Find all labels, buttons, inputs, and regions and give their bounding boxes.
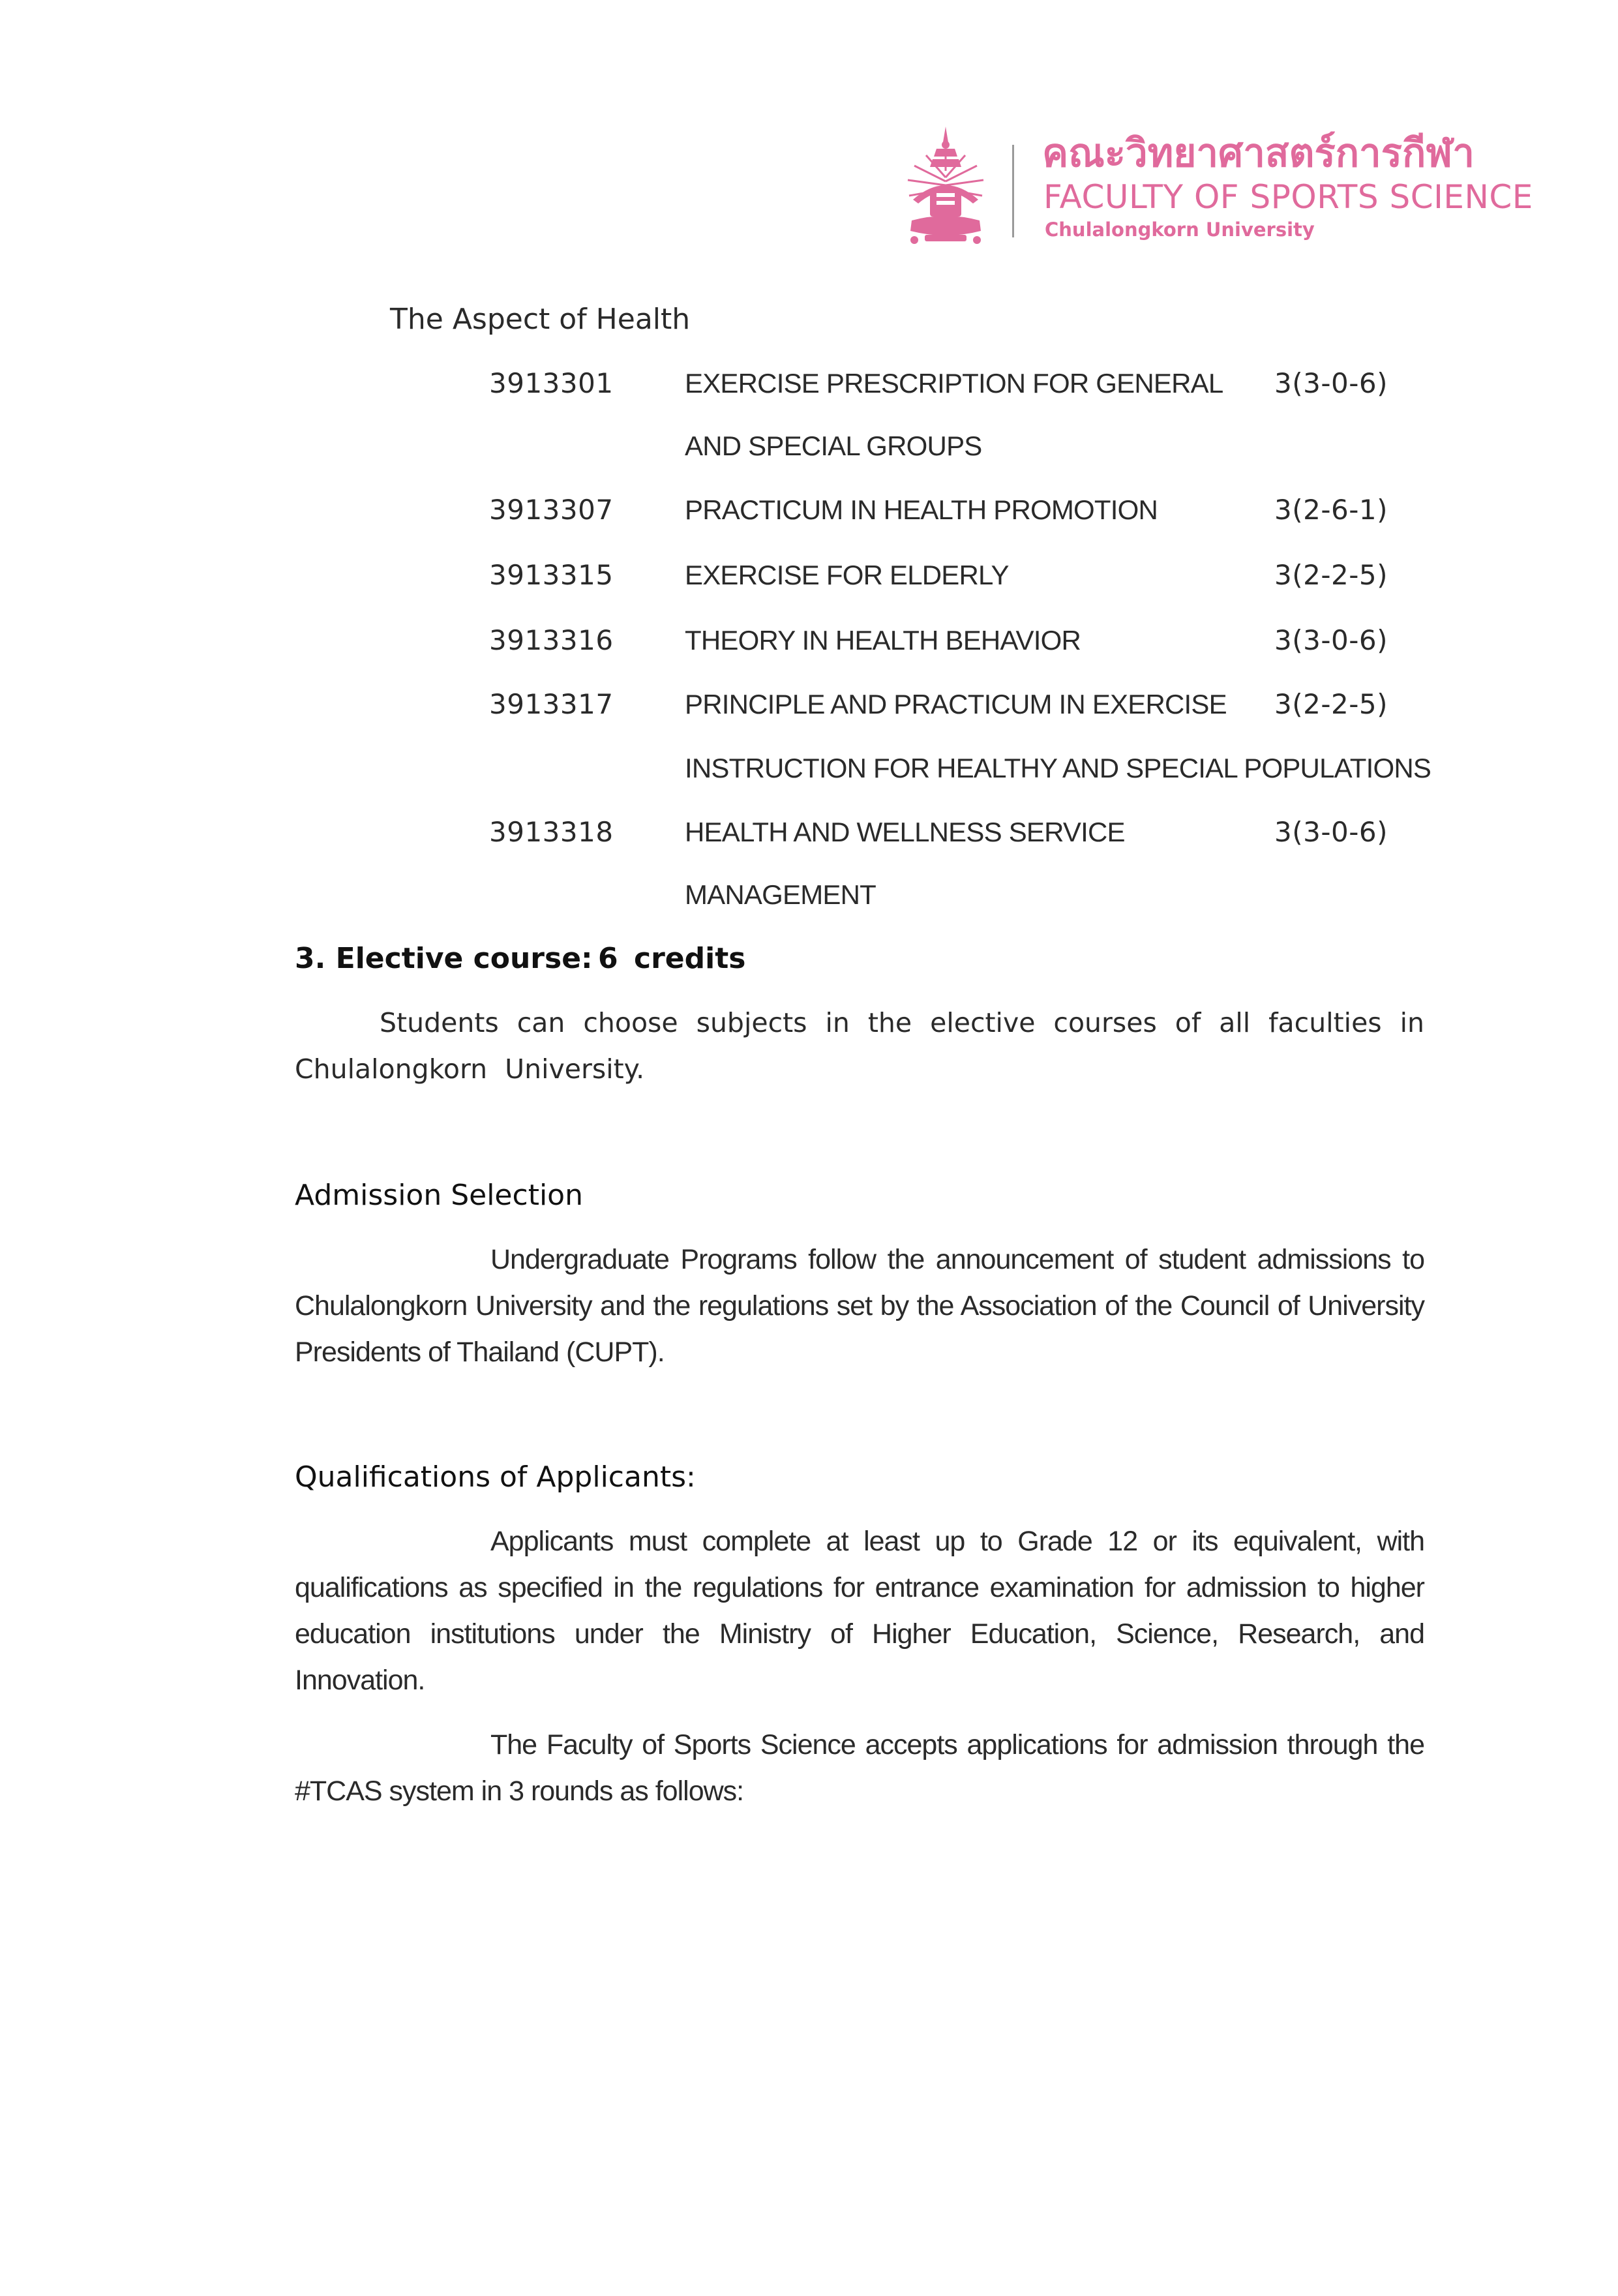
course-name: THEORY IN HEALTH BEHAVIOR xyxy=(685,625,1081,656)
university-name: Chulalongkorn University xyxy=(1045,219,1315,241)
course-credit: 3(3-0-6) xyxy=(1274,367,1388,399)
course-credit: 3(2-2-5) xyxy=(1274,559,1388,591)
course-name-continued: AND SPECIAL GROUPS xyxy=(685,430,982,461)
admission-heading: Admission Selection xyxy=(295,1179,583,1212)
qualifications-paragraph-1: Applicants must complete at least up to Grade 12 or its equivalent, with qualifications as specified in the regulations for entrance examination for admission to higher education institutions under the Ministry of Higher Education, Science, Research, and Innovation. xyxy=(295,1526,1424,1696)
elective-course-label: 3. Elective course: xyxy=(295,942,593,975)
course-name: EXERCISE PRESCRIPTION FOR GENERAL xyxy=(685,368,1223,399)
course-name: HEALTH AND WELLNESS SERVICE xyxy=(685,817,1125,847)
course-code: 3913307 xyxy=(489,494,614,526)
faculty-name-thai: คณะวิทยาศาสตร์การกีฬา xyxy=(1042,130,1475,176)
course-credit: 3(2-6-1) xyxy=(1274,494,1388,526)
elective-paragraph: Students can choose subjects in the elective courses of all faculties in Chulalongkorn University. xyxy=(295,1007,1424,1085)
elective-credits-word: credits xyxy=(634,942,746,975)
course-code: 3913318 xyxy=(489,816,614,848)
qualifications-paragraph-2: The Faculty of Sports Science accepts applications for admission through the #TCAS system in 3 rounds as follows: xyxy=(295,1729,1424,1807)
course-name: PRINCIPLE AND PRACTICUM IN EXERCISE xyxy=(685,689,1227,719)
logo-divider xyxy=(1012,145,1014,237)
admission-paragraph: Undergraduate Programs follow the announcement of student admissions to Chulalongkorn University and the regulations set by the Association of the Council of University Presidents of Thailand (CUPT). xyxy=(295,1244,1424,1368)
course-code: 3913317 xyxy=(489,688,614,720)
course-code: 3913316 xyxy=(489,624,614,656)
course-credit: 3(3-0-6) xyxy=(1274,816,1388,848)
course-code: 3913315 xyxy=(489,559,614,591)
course-code: 3913301 xyxy=(489,367,614,399)
section-title-health: The Aspect of Health xyxy=(390,303,691,336)
elective-credits-number: 6 xyxy=(598,942,618,975)
course-name: PRACTICUM IN HEALTH PROMOTION xyxy=(685,494,1158,525)
faculty-name-english: FACULTY OF SPORTS SCIENCE xyxy=(1043,178,1533,216)
qualifications-heading: Qualifications of Applicants: xyxy=(295,1460,696,1494)
course-name-continued: INSTRUCTION FOR HEALTHY AND SPECIAL POPULATIONS xyxy=(685,753,1431,783)
course-credit: 3(3-0-6) xyxy=(1274,624,1388,656)
chulalongkorn-emblem-icon xyxy=(900,125,991,249)
course-name-continued: MANAGEMENT xyxy=(685,879,876,910)
course-name: EXERCISE FOR ELDERLY xyxy=(685,560,1009,590)
course-credit: 3(2-2-5) xyxy=(1274,688,1388,720)
faculty-logo-block xyxy=(900,125,1533,249)
